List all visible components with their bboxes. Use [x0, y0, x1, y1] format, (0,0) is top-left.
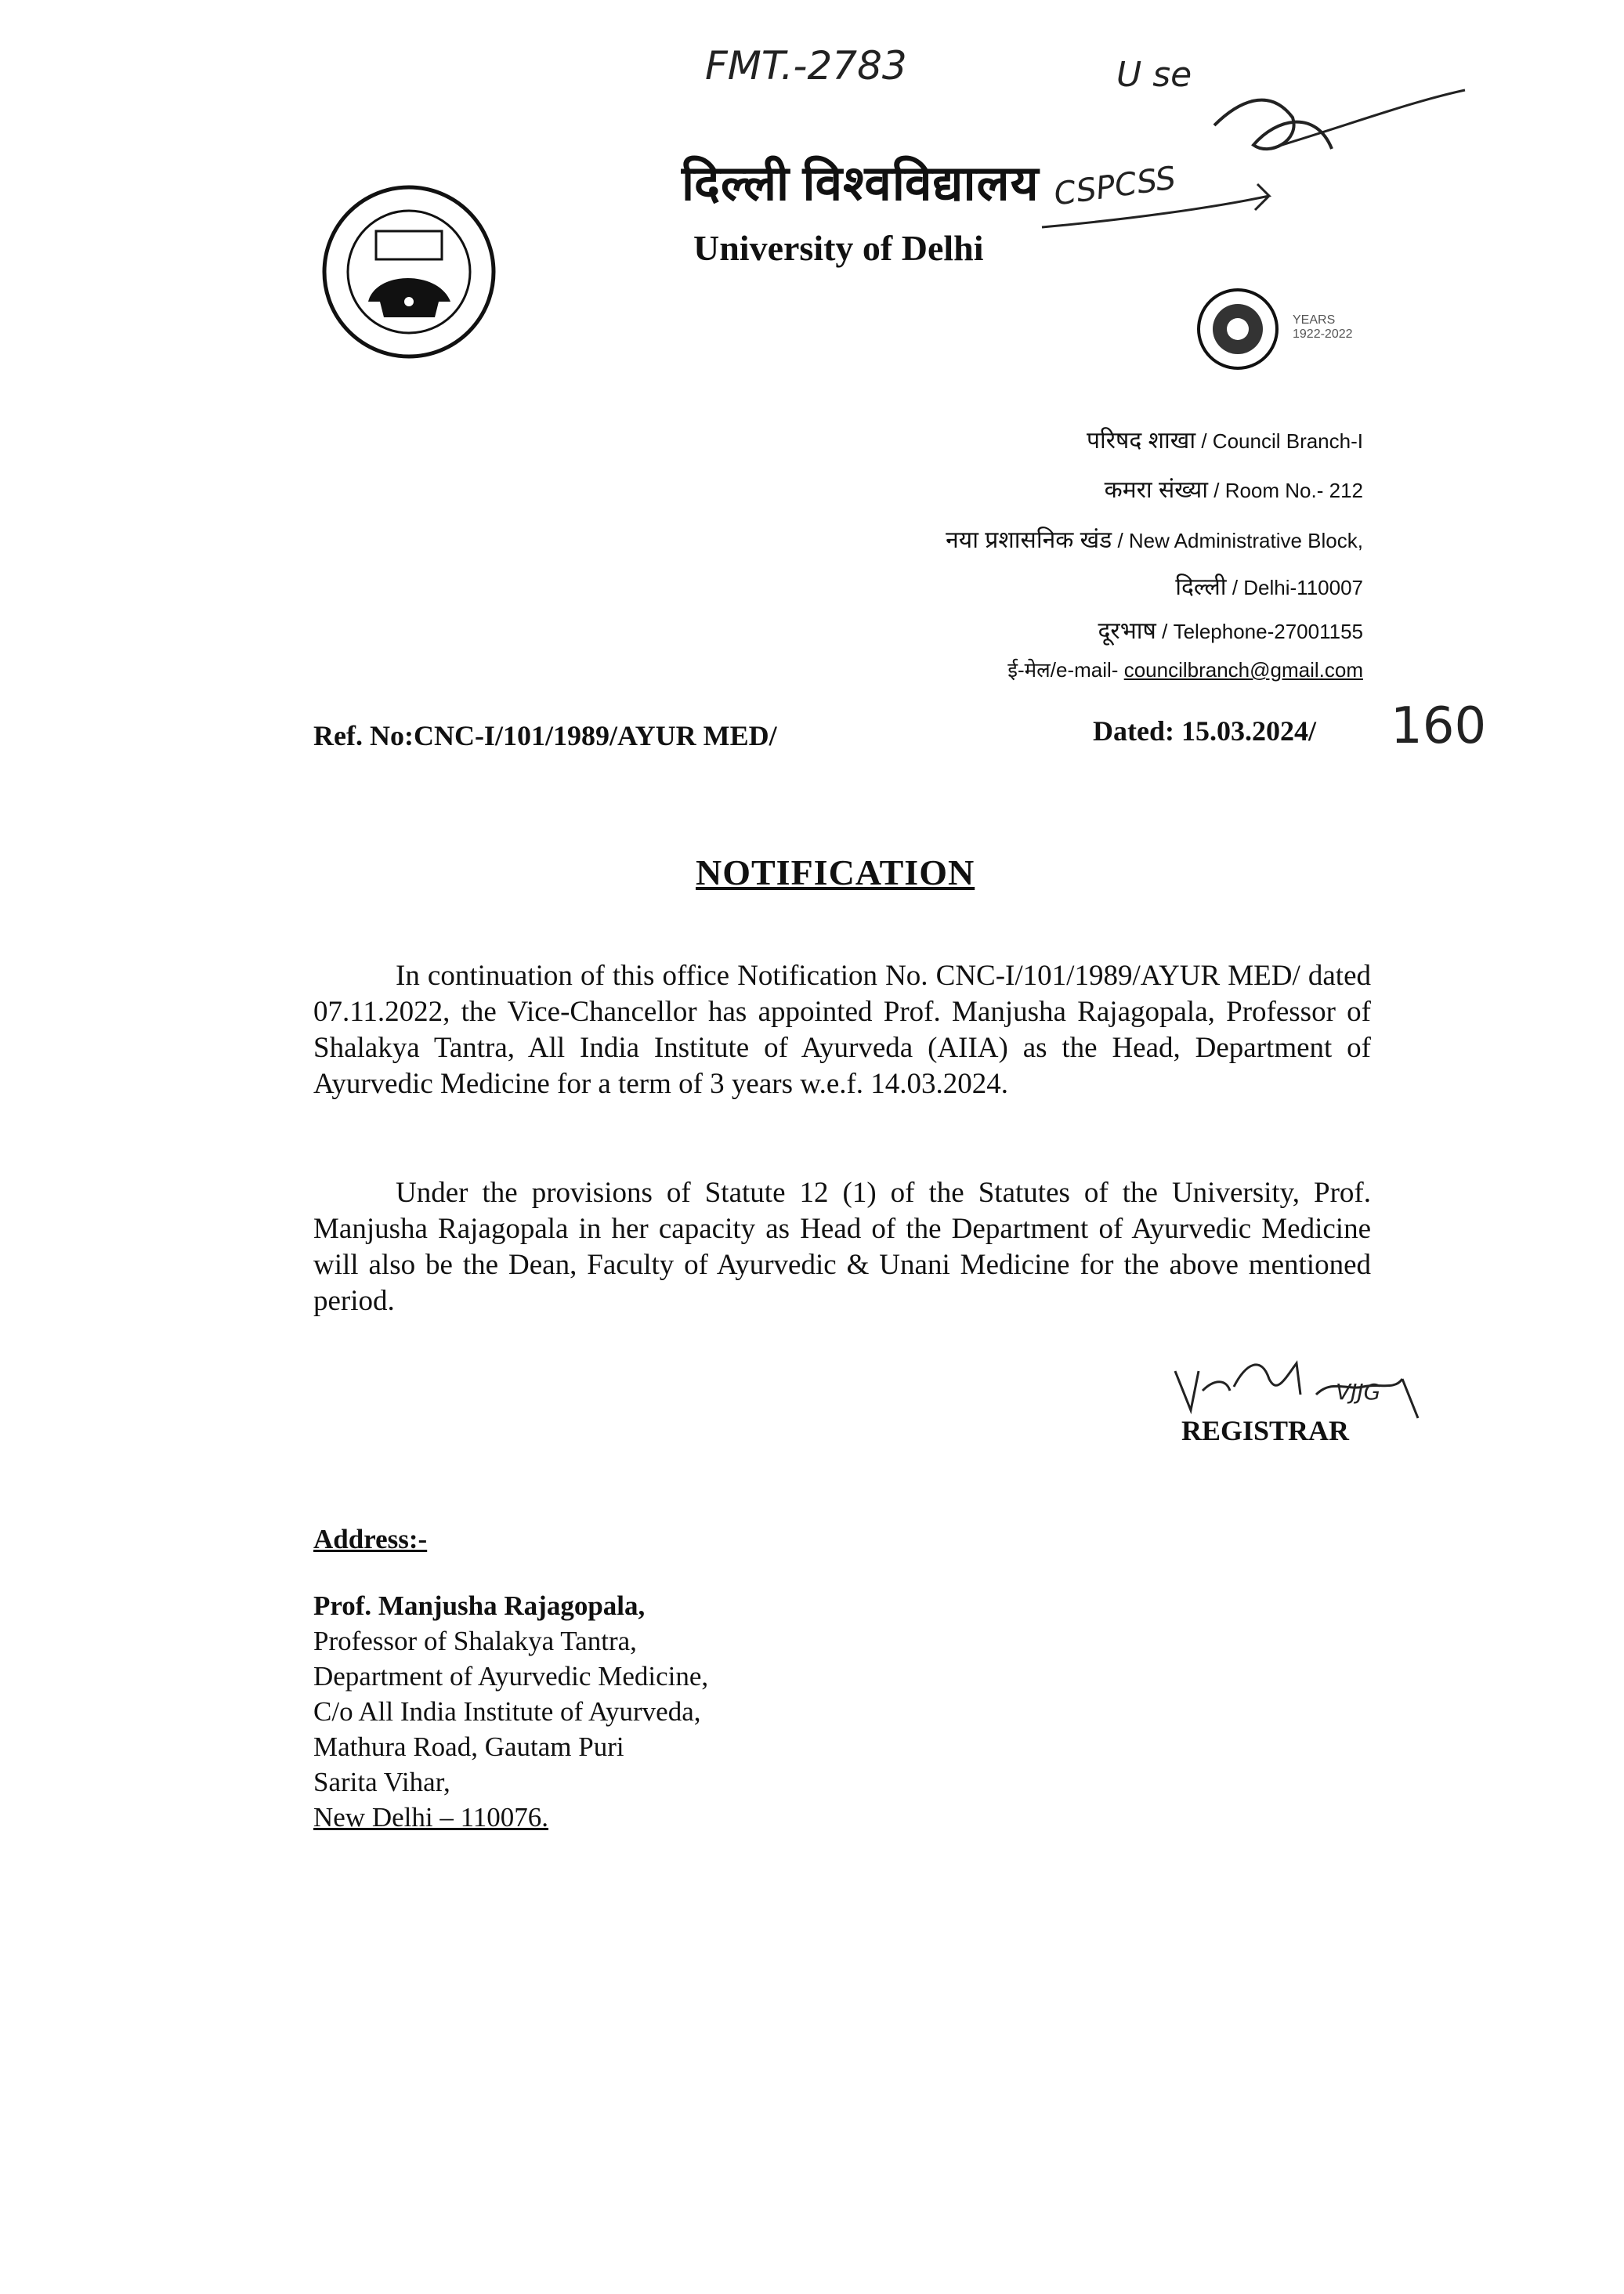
university-seal-icon	[321, 184, 497, 360]
office-email-label: ई-मेल/e-mail-	[1007, 658, 1119, 682]
reference-number: Ref. No:CNC-I/101/1989/AYUR MED/	[313, 720, 777, 751]
registrar-title: REGISTRAR	[1181, 1415, 1350, 1446]
reference-date: Dated: 15.03.2024/	[1093, 715, 1316, 747]
addressee-line: C/o All India Institute of Ayurveda,	[313, 1696, 701, 1727]
centenary-seal-icon	[1195, 286, 1281, 372]
addressee-name: Prof. Manjusha Rajagopala,	[313, 1590, 646, 1621]
office-branch-hindi: परिषद शाखा	[1086, 428, 1196, 454]
handwritten-dispatch-no: 160	[1391, 697, 1487, 755]
address-label: Address:-	[313, 1524, 428, 1554]
office-room	[1105, 472, 1363, 505]
handwritten-strokes	[1034, 71, 1473, 243]
office-email	[1007, 655, 1363, 683]
office-room-english: / Room No.- 212	[1213, 479, 1363, 502]
office-block-english: / New Administrative Block,	[1117, 529, 1363, 552]
addressee-line: Sarita Vihar,	[313, 1767, 450, 1797]
addressee-line: Professor of Shalakya Tantra,	[313, 1626, 637, 1656]
handwritten-side-note: CSPCSS	[1051, 160, 1178, 213]
office-phone	[1098, 613, 1364, 646]
handwritten-signature-initials: VJJG	[1336, 1379, 1381, 1405]
office-branch-english: / Council Branch-I	[1201, 429, 1363, 453]
office-phone-hindi: दूरभाष	[1098, 618, 1156, 644]
university-title-english: University of Delhi	[693, 228, 984, 268]
notification-paragraph-1: In continuation of this office Notification No. CNC-I/101/1989/AYUR MED/ dated 07.11.2022, the Vice-Chancellor has appointed Prof. Manjusha Rajagopala, Professor of Shalakya Tantra, All India Institute of Ayurveda (AIIA) as the Head, Department of Ayurvedic Medicine for a term of 3 years w.e.f. 14.03.2024.	[313, 960, 1371, 1100]
university-title-hindi: दिल्ली विश्वविद्यालय	[682, 157, 1040, 211]
office-branch	[1087, 423, 1363, 455]
office-city-english: / Delhi-110007	[1232, 576, 1363, 599]
notification-paragraph-2: Under the provisions of Statute 12 (1) of the Statutes of the University, Prof. Manjusha Rajagopala in her capacity as Head of the Department of Ayurvedic Medicine will also be the Dean, Faculty of Ayurvedic & Unani Medicine for the above mentioned period.	[313, 1177, 1371, 1317]
office-city-hindi: दिल्ली	[1175, 574, 1227, 600]
addressee-line: Department of Ayurvedic Medicine,	[313, 1661, 709, 1692]
office-city	[1175, 570, 1363, 602]
handwritten-file-mark: FMT.-2783	[705, 43, 907, 89]
addressee-line: Mathura Road, Gautam Puri	[313, 1731, 624, 1762]
office-email-link[interactable]: councilbranch@gmail.com	[1123, 658, 1363, 682]
notification-heading: NOTIFICATION	[696, 852, 975, 892]
handwritten-top-note: U se	[1116, 55, 1192, 95]
office-room-hindi: कमरा संख्या	[1104, 477, 1209, 503]
office-phone-english: / Telephone-27001155	[1162, 620, 1363, 643]
centenary-seal-text: YEARS 1922-2022	[1293, 313, 1353, 341]
addressee-last-line: New Delhi – 110076.	[313, 1802, 549, 1833]
office-block	[946, 523, 1363, 555]
office-block-hindi: नया प्रशासनिक खंड	[946, 527, 1112, 553]
